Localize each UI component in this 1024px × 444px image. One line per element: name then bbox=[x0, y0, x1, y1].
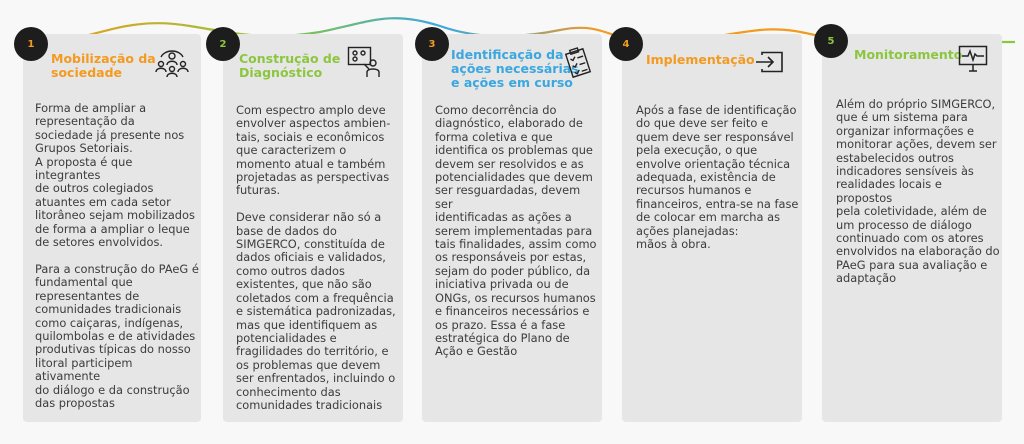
step-description: Como decorrência do diagnóstico, elaborado de forma coletiva e que identifica os problemas que devem ser resolvidos e as potencialidades que devem ser resguardadas, devem ser identificadas as ações a serem implementadas para tais finalidades, assim como os responsáveis por estas, sejam do poder público, da iniciativa privada ou de ONGs, os recursos humanos e financeiros necessários e os prazo. Essa é a fase estratégica do Plano de Ação e Gestão bbox=[435, 103, 597, 359]
step-number-badge: 4 bbox=[609, 27, 643, 61]
step-description: Após a fase de identificação do que deve ser feito e quem deve ser responsável pela execução, o que envolve orientação técnica adequada, existência de recursos humanos e financeiros, entra-se na fase de colocar em marcha as ações planejadas: mãos à obra. bbox=[636, 103, 799, 252]
step-title: Identificação da ações necessárias e ações em curso bbox=[451, 47, 579, 90]
step-title: Construção de Diagnóstico bbox=[239, 51, 341, 80]
step-description: Forma de ampliar a representação da sociedade já presente nos Grupos Setoriais. A proposta é que integrantes de outros colegiados atuantes em cada setor litorâneo sejam mobilizados de forma a ampliar o leque de setores envolvidos. Para a construção do PAeG é fundamental que representantes de comunidades tradicionais como caiçaras, indígenas, quilombolas e de atividades produtivas típicas do nosso litoral participem ativamente do diálogo e da construção das propostas bbox=[35, 101, 199, 410]
step-number-badge: 5 bbox=[814, 24, 848, 58]
step-title: Implementação bbox=[646, 52, 755, 67]
step-description: Além do próprio SIMGERCO, que é um sistema para organizar informações e monitorar ações, devem ser estabelecidos outros indicadores sensíveis às realidades locais e propostos pela coletividade, além de um processo de diálogo continuado com os atores envolvidos na elaboração do PAeG para sua avaliação e adaptação bbox=[836, 97, 1000, 286]
clipboard-checklist-icon bbox=[563, 46, 593, 80]
step-title: Mobilização da sociedade bbox=[51, 51, 156, 80]
presentation-board-icon bbox=[347, 46, 381, 78]
people-network-icon bbox=[155, 47, 189, 79]
step-number-badge: 1 bbox=[14, 27, 48, 61]
step-description: Com espectro amplo deve envolver aspectos ambien- tais, sociais e econômicos que caracterizem o momento atual e também projetadas as perspectivas futuras. Deve considerar não só a base de dados do SIMGERCO, constituída de dados oficiais e validados, como outros dados existentes, que não são coletados com a frequência e sistemática padronizadas, mas que identifiquem as potencialidades e fragilidades do território, e os problemas que devem ser enfrentados, incluindo o conhecimento das comunidades tradicionais bbox=[236, 103, 396, 412]
step-number-badge: 3 bbox=[415, 27, 449, 61]
monitor-pulse-icon bbox=[958, 45, 988, 73]
step-number-badge: 2 bbox=[206, 27, 240, 61]
enter-arrow-icon bbox=[754, 51, 784, 73]
step-title: Monitoramento bbox=[854, 47, 963, 62]
